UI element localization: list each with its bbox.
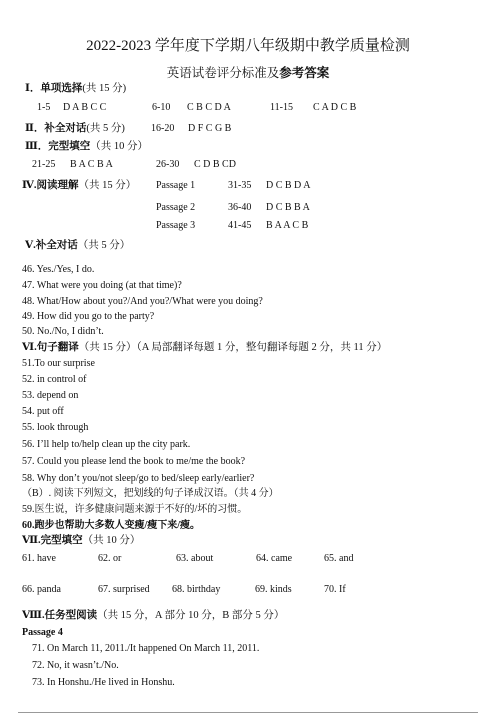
subtitle-bold-text: 参考答案 [279, 66, 330, 80]
answer-range: 36-40 [228, 202, 252, 213]
answer-word: 69. kinds [255, 584, 292, 595]
answer-letters: D F C G B [188, 123, 232, 134]
answer-word: 70. If [324, 584, 346, 595]
document-title: 2022-2023 学年度下学期八年级期中教学质量检测 [86, 38, 410, 54]
answer-line: 72. No, it wasn’t./No. [32, 660, 119, 671]
passage-label: Passage 4 [22, 627, 63, 638]
section-1-heading: Ⅰ．单项选择(共 15 分) [25, 83, 127, 94]
answer-line: 46. Yes./Yes, I do. [22, 264, 95, 275]
answer-range: 26-30 [156, 159, 180, 170]
answer-range: 11-15 [270, 102, 293, 113]
section-3-heading: Ⅲ．完型填空（共 10 分） [25, 141, 149, 152]
answer-range: 6-10 [152, 102, 171, 113]
passage-name: Passage 2 [156, 202, 196, 213]
answer-letters: C B C D A [187, 102, 231, 113]
answer-letters: D C B D A [266, 180, 311, 191]
document-subtitle [0, 66, 496, 81]
passage-name: Passage 1 [156, 180, 196, 191]
answer-line: 55. look through [22, 422, 89, 433]
answer-line: 52. in control of [22, 374, 87, 385]
answer-word: 67. surprised [98, 584, 150, 595]
answer-range: 41-45 [228, 220, 252, 231]
answer-word: 62. or [98, 553, 122, 564]
section-6-heading: Ⅵ.句子翻译（共 15 分）（A 局部翻译每题 1 分，整句翻译每题 2 分，共 11 分） [22, 342, 388, 353]
answer-line: 50. No./No, I didn’t. [22, 326, 104, 337]
section-4-heading: Ⅳ.阅读理解（共 15 分） [22, 180, 137, 191]
answer-word: 61. have [22, 553, 56, 564]
section-5-heading: Ⅴ.补全对话（共 5 分） [25, 240, 131, 251]
answer-line: 59.医生说，许多健康问题来源于不好的/坏的习惯。 [22, 504, 248, 515]
answer-letters: D C B B A [266, 202, 310, 213]
answer-line: 53. depend on [22, 390, 79, 401]
answer-line: 48. What/How about you?/And you?/What were you doing? [22, 296, 263, 307]
passage-name: Passage 3 [156, 220, 196, 231]
answer-line: 47. What were you doing (at that time)? [22, 280, 182, 291]
answer-line: 60.跑步也帮助大多数人变瘦/瘦下来/瘦。 [22, 520, 201, 531]
answer-line: 51.To our surprise [22, 358, 95, 369]
answer-word: 64. came [256, 553, 293, 564]
subtitle-text: 英语试卷评分标准及 [166, 66, 280, 80]
answer-range: 1-5 [37, 102, 51, 113]
section-7-heading: Ⅶ.完型填空（共 10 分） [22, 535, 141, 546]
answer-line: 57. Could you please lend the book to me/me the book? [22, 456, 246, 467]
answer-line: 49. How did you go to the party? [22, 311, 155, 322]
answer-range: 31-35 [228, 180, 252, 191]
part-b-instruction: （B）. 阅读下列短文，把划线的句子译成汉语。（共 4 分） [22, 488, 279, 499]
answer-line: 56. I’ll help to/help clean up the city park. [22, 439, 191, 450]
answer-word: 63. about [176, 553, 214, 564]
answer-line: 58. Why don’t you/not sleep/go to bed/sleep early/earlier? [22, 473, 255, 484]
answer-line: 71. On March 11, 2011./It happened On March 11, 2011. [32, 643, 260, 654]
answer-letters: C D B CD [194, 159, 236, 170]
section-2-heading: Ⅱ．补全对话(共 5 分) [25, 123, 125, 134]
answer-letters: B A A C B [266, 220, 309, 231]
page-bottom-rule [18, 712, 478, 713]
answer-letters: C A D C B [313, 102, 357, 113]
answer-letters: B A C B A [70, 159, 113, 170]
section-8-heading: Ⅷ.任务型阅读（共 15 分，A 部分 10 分，B 部分 5 分） [22, 610, 285, 621]
answer-range: 16-20 [151, 123, 175, 134]
answer-word: 65. and [324, 553, 354, 564]
answer-word: 68. birthday [172, 584, 221, 595]
answer-word: 66. panda [22, 584, 61, 595]
answer-line: 73. In Honshu./He lived in Honshu. [32, 677, 175, 688]
answer-range: 21-25 [32, 159, 56, 170]
answer-letters: D A B C C [63, 102, 107, 113]
answer-line: 54. put off [22, 406, 64, 417]
